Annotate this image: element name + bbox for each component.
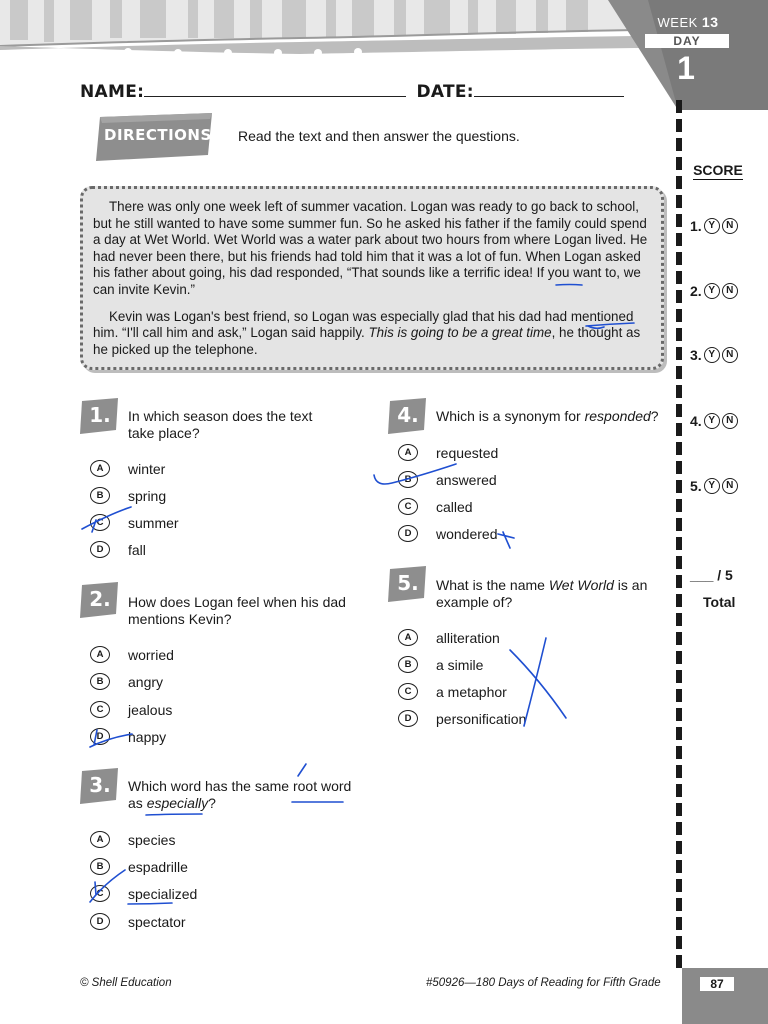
question-text: What is the name Wet World is an example of? bbox=[436, 577, 648, 610]
no-bubble[interactable]: N bbox=[722, 478, 738, 494]
book-title: #50926—180 Days of Reading for Fifth Grade bbox=[426, 977, 661, 989]
option-a[interactable]: A winter bbox=[90, 460, 165, 477]
answer-bubble[interactable]: B bbox=[398, 471, 418, 488]
total-score-field[interactable]: ___ / 5 bbox=[690, 567, 733, 583]
answer-bubble[interactable]: B bbox=[90, 673, 110, 690]
day-number: 1 bbox=[677, 50, 695, 86]
name-date-line bbox=[80, 82, 624, 102]
name-label: NAME: bbox=[80, 82, 145, 102]
score-row-4: 4. Y N bbox=[690, 413, 738, 429]
answer-bubble[interactable]: C bbox=[398, 683, 418, 700]
pen-underline-specialized bbox=[128, 903, 172, 904]
passage-paragraph-2: Kevin was Logan's best friend, so Logan was especially glad that his dad had mentioned him. “I'll call him and ask,” Logan said happily. This is going to be a great time, he thought as he picked up the telephone. bbox=[93, 308, 641, 357]
answer-bubble[interactable]: D bbox=[398, 525, 418, 542]
option-d[interactable]: D happy bbox=[90, 728, 166, 745]
directions-instruction: Read the text and then answer the questions. bbox=[238, 128, 520, 144]
date-label: DATE: bbox=[416, 82, 474, 102]
answer-bubble[interactable]: D bbox=[90, 541, 110, 558]
answer-bubble[interactable]: A bbox=[398, 629, 418, 646]
option-a[interactable]: A requested bbox=[398, 444, 498, 461]
pen-mark-q3-root bbox=[298, 764, 306, 776]
no-bubble[interactable]: N bbox=[722, 347, 738, 363]
score-row-5: 5. Y N bbox=[690, 478, 738, 494]
score-row-3: 3. Y N bbox=[690, 347, 738, 363]
page-number: 87 bbox=[700, 977, 734, 991]
option-d[interactable]: D spectator bbox=[90, 913, 186, 930]
question-number: 3. bbox=[89, 773, 111, 797]
dashed-divider bbox=[676, 100, 682, 970]
no-bubble[interactable]: N bbox=[722, 218, 738, 234]
option-a[interactable]: A alliteration bbox=[398, 629, 500, 646]
score-row-1: 1. Y N bbox=[690, 218, 738, 234]
question-text: Which is a synonym for responded? bbox=[436, 408, 659, 424]
answer-bubble[interactable]: C bbox=[90, 701, 110, 718]
question-number: 4. bbox=[397, 403, 419, 427]
yes-bubble[interactable]: Y bbox=[704, 283, 720, 299]
answer-bubble[interactable]: D bbox=[90, 728, 110, 745]
option-d[interactable]: D personification bbox=[398, 710, 526, 727]
option-b[interactable]: B espadrille bbox=[90, 858, 188, 875]
answer-bubble[interactable]: A bbox=[90, 831, 110, 848]
question-text: Which word has the same root word as especially? bbox=[128, 778, 352, 811]
answer-bubble[interactable]: C bbox=[90, 514, 110, 531]
option-c[interactable]: C specialized bbox=[90, 885, 197, 902]
reading-passage bbox=[80, 186, 664, 370]
score-row-2: 2. Y N bbox=[690, 283, 738, 299]
pen-underline-especially bbox=[146, 814, 202, 815]
no-bubble[interactable]: N bbox=[722, 413, 738, 429]
option-d[interactable]: D fall bbox=[90, 541, 146, 558]
directions-label: DIRECTIONS bbox=[104, 126, 212, 144]
option-b[interactable]: B answered bbox=[398, 471, 497, 488]
option-a[interactable]: A species bbox=[90, 831, 175, 848]
score-title: SCORE bbox=[693, 162, 743, 178]
answer-bubble[interactable]: D bbox=[398, 710, 418, 727]
option-d[interactable]: D wondered bbox=[398, 525, 498, 542]
option-b[interactable]: B angry bbox=[90, 673, 163, 690]
question-number: 2. bbox=[89, 587, 111, 611]
option-b[interactable]: B spring bbox=[90, 487, 166, 504]
option-c[interactable]: C called bbox=[398, 498, 473, 515]
yes-bubble[interactable]: Y bbox=[704, 413, 720, 429]
answer-bubble[interactable]: B bbox=[90, 487, 110, 504]
answer-bubble[interactable]: D bbox=[90, 913, 110, 930]
answer-bubble[interactable]: B bbox=[398, 656, 418, 673]
week-label: WEEK 13 bbox=[657, 14, 719, 30]
name-field[interactable] bbox=[144, 82, 406, 97]
yes-bubble[interactable]: Y bbox=[704, 218, 720, 234]
answer-bubble[interactable]: A bbox=[90, 460, 110, 477]
option-c[interactable]: C summer bbox=[90, 514, 179, 531]
passage-paragraph-1: There was only one week left of summer vacation. Logan was ready to go back to school, but he still wanted to have some summer fun. So he asked his father if the family could spend a day at Wet World. Wet World was a water park about two hours from where Logan lived. He had never been there, but his friends had told him that it was a lot of fun. When Logan asked his father about going, his dad responded, “That sounds like a terrific idea! If you want to, we can invite Kevin.” bbox=[93, 199, 648, 297]
date-field[interactable] bbox=[474, 82, 624, 97]
question-text: In which season does the text take place? bbox=[128, 408, 313, 441]
question-number: 1. bbox=[89, 403, 111, 427]
option-b[interactable]: B a simile bbox=[398, 656, 483, 673]
question-number: 5. bbox=[397, 571, 419, 595]
option-c[interactable]: C jealous bbox=[90, 701, 172, 718]
option-a[interactable]: A worried bbox=[90, 646, 174, 663]
question-text: How does Logan feel when his dad mentions Kevin? bbox=[128, 594, 346, 627]
yes-bubble[interactable]: Y bbox=[704, 347, 720, 363]
yes-bubble[interactable]: Y bbox=[704, 478, 720, 494]
answer-bubble[interactable]: A bbox=[398, 444, 418, 461]
pen-mark-q4-wondered bbox=[498, 532, 514, 548]
answer-bubble[interactable]: C bbox=[398, 498, 418, 515]
no-bubble[interactable]: N bbox=[722, 283, 738, 299]
publisher-credit: © Shell Education bbox=[80, 977, 172, 989]
option-c[interactable]: C a metaphor bbox=[398, 683, 507, 700]
total-label: Total bbox=[703, 594, 736, 610]
answer-bubble[interactable]: A bbox=[90, 646, 110, 663]
day-label: DAY bbox=[645, 34, 729, 48]
answer-bubble[interactable]: C bbox=[90, 885, 110, 902]
answer-bubble[interactable]: B bbox=[90, 858, 110, 875]
